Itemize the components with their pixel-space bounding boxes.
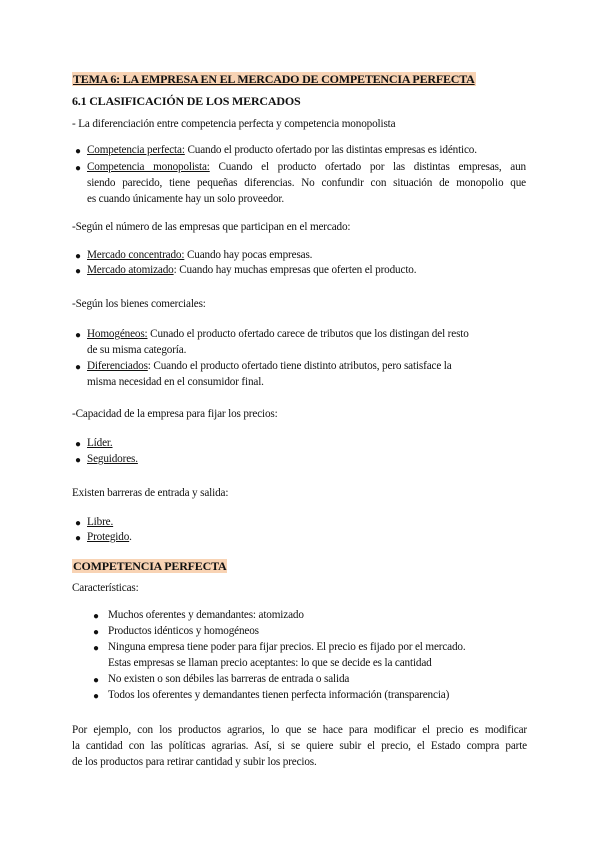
paragraph-line: la cantidad con las políticas agrarias. Así, si se quiere subir el precio, el Estado compra parte xyxy=(72,740,527,752)
paragraph-line: de los productos para retirar cantidad y subir los precios. xyxy=(72,756,317,768)
list-item-continuation: de su misma categoría. xyxy=(87,344,187,356)
bullet-icon: ● xyxy=(93,643,100,654)
paragraph: -Según los bienes comerciales: xyxy=(72,298,206,310)
document-title: TEMA 6: LA EMPRESA EN EL MERCADO DE COMPETENCIA PERFECTA xyxy=(73,72,475,86)
bullet-icon: ● xyxy=(75,518,82,529)
list-item: Competencia monopolista: Cuando el producto ofertado por las distintas empresas, aun xyxy=(87,161,526,173)
paragraph-line: Por ejemplo, con los productos agrarios, lo que se hace para modificar el precio es modificar xyxy=(72,724,527,736)
list-item: Líder. xyxy=(87,437,113,449)
bullet-icon: ● xyxy=(75,251,82,262)
list-item: Diferenciados: Cuando el producto ofertado tiene distinto atributos, pero satisface la xyxy=(87,360,452,372)
list-item: Productos idénticos y homogéneos xyxy=(108,625,259,637)
list-item: Homogéneos: Cunado el producto ofertado carece de tributos que los distingan del resto xyxy=(87,328,469,340)
paragraph: -Según el número de las empresas que participan en el mercado: xyxy=(72,221,351,233)
list-item: Muchos oferentes y demandantes: atomizado xyxy=(108,609,304,621)
section-heading-1: 6.1 CLASIFICACIÓN DE LOS MERCADOS xyxy=(72,94,301,108)
intro-line: - La diferenciación entre competencia perfecta y competencia monopolista xyxy=(72,118,396,130)
list-item-continuation: misma necesidad en el consumidor final. xyxy=(87,376,264,388)
list-item: Todos los oferentes y demandantes tienen perfecta información (transparencia) xyxy=(108,689,450,701)
bullet-icon: ● xyxy=(93,611,100,622)
bullet-icon: ● xyxy=(75,266,82,277)
list-item-continuation: es cuando únicamente hay un solo proveedor. xyxy=(87,193,285,205)
list-item: No existen o son débiles las barreras de entrada o salida xyxy=(108,673,350,685)
bullet-icon: ● xyxy=(93,675,100,686)
bullet-icon: ● xyxy=(93,627,100,638)
bullet-icon: ● xyxy=(75,533,82,544)
bullet-icon: ● xyxy=(75,439,82,450)
bullet-icon: ● xyxy=(75,455,82,466)
list-item-continuation: siendo parecido, tiene pequeñas diferencias. No confundir con situación de monopolio que xyxy=(87,177,526,189)
list-item-continuation: Estas empresas se llaman precio aceptantes: lo que se decide es la cantidad xyxy=(108,657,432,669)
list-item: Protegido. xyxy=(87,531,132,543)
list-item: Libre. xyxy=(87,516,114,528)
list-item: Seguidores. xyxy=(87,453,138,465)
bullet-icon: ● xyxy=(93,691,100,702)
section-heading-2: COMPETENCIA PERFECTA xyxy=(73,559,227,573)
list-item: Mercado concentrado: Cuando hay pocas empresas. xyxy=(87,249,313,261)
paragraph: Características: xyxy=(72,582,139,594)
paragraph: -Capacidad de la empresa para fijar los precios: xyxy=(72,408,278,420)
bullet-icon: ● xyxy=(75,362,82,373)
list-item: Mercado atomizado: Cuando hay muchas empresas que oferten el producto. xyxy=(87,264,417,276)
bullet-icon: ● xyxy=(75,146,82,157)
bullet-icon: ● xyxy=(75,330,82,341)
bullet-icon: ● xyxy=(75,163,82,174)
list-item: Ninguna empresa tiene poder para fijar precios. El precio es fijado por el mercado. xyxy=(108,641,466,653)
list-item: Competencia perfecta: Cuando el producto ofertado por las distintas empresas es idéntico. xyxy=(87,144,477,156)
paragraph: Existen barreras de entrada y salida: xyxy=(72,487,229,499)
